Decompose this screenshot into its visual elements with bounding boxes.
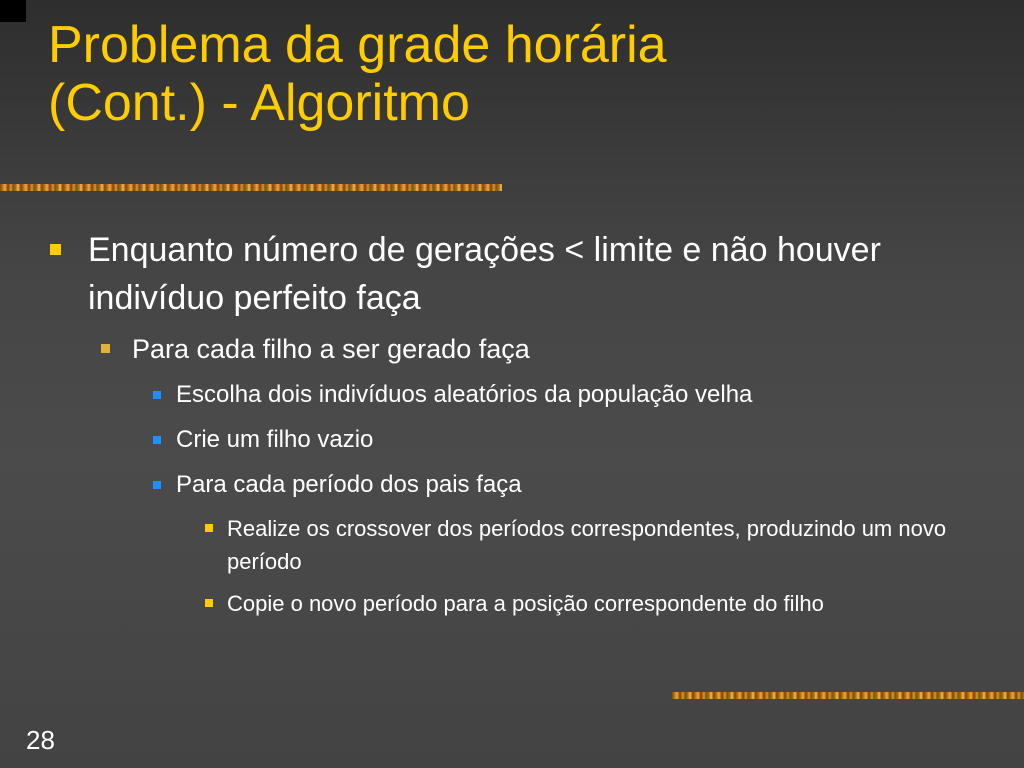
bullet-text: Copie o novo período para a posição correspondente do filho — [227, 591, 824, 616]
square-bullet-icon — [153, 436, 161, 444]
bullet-text: Realize os crossover dos períodos correspondentes, produzindo um novo período — [227, 516, 947, 574]
bullet-item-level4 — [227, 512, 967, 578]
bullet-item-level3 — [176, 469, 976, 501]
decorative-rule-bottom — [672, 692, 1024, 699]
bullet-text: Crie um filho vazio — [176, 426, 374, 453]
square-bullet-icon — [50, 244, 61, 255]
bullet-item-level1 — [88, 226, 928, 322]
bullet-text: Escolha dois indivíduos aleatórios da população velha — [176, 381, 753, 408]
square-bullet-icon — [153, 481, 161, 489]
bullet-text: Para cada filho a ser gerado faça — [132, 334, 530, 364]
square-bullet-icon — [153, 391, 161, 399]
slide-number: 28 — [26, 725, 55, 755]
bullet-item-level2 — [132, 331, 952, 367]
slide-title-line2: (Cont.) - Algoritmo — [48, 74, 470, 132]
square-bullet-icon — [101, 344, 110, 353]
slide-title-line1: Problema da grade horária — [48, 16, 667, 74]
bullet-text: Para cada período dos pais faça — [176, 471, 522, 498]
bullet-text: Enquanto número de gerações < limite e não houver indivíduo perfeito faça — [88, 231, 881, 317]
square-bullet-icon — [205, 524, 213, 532]
bullet-item-level3 — [176, 424, 976, 456]
square-bullet-icon — [205, 599, 213, 607]
bullet-item-level3 — [176, 379, 976, 411]
bullet-item-level4 — [227, 587, 967, 620]
